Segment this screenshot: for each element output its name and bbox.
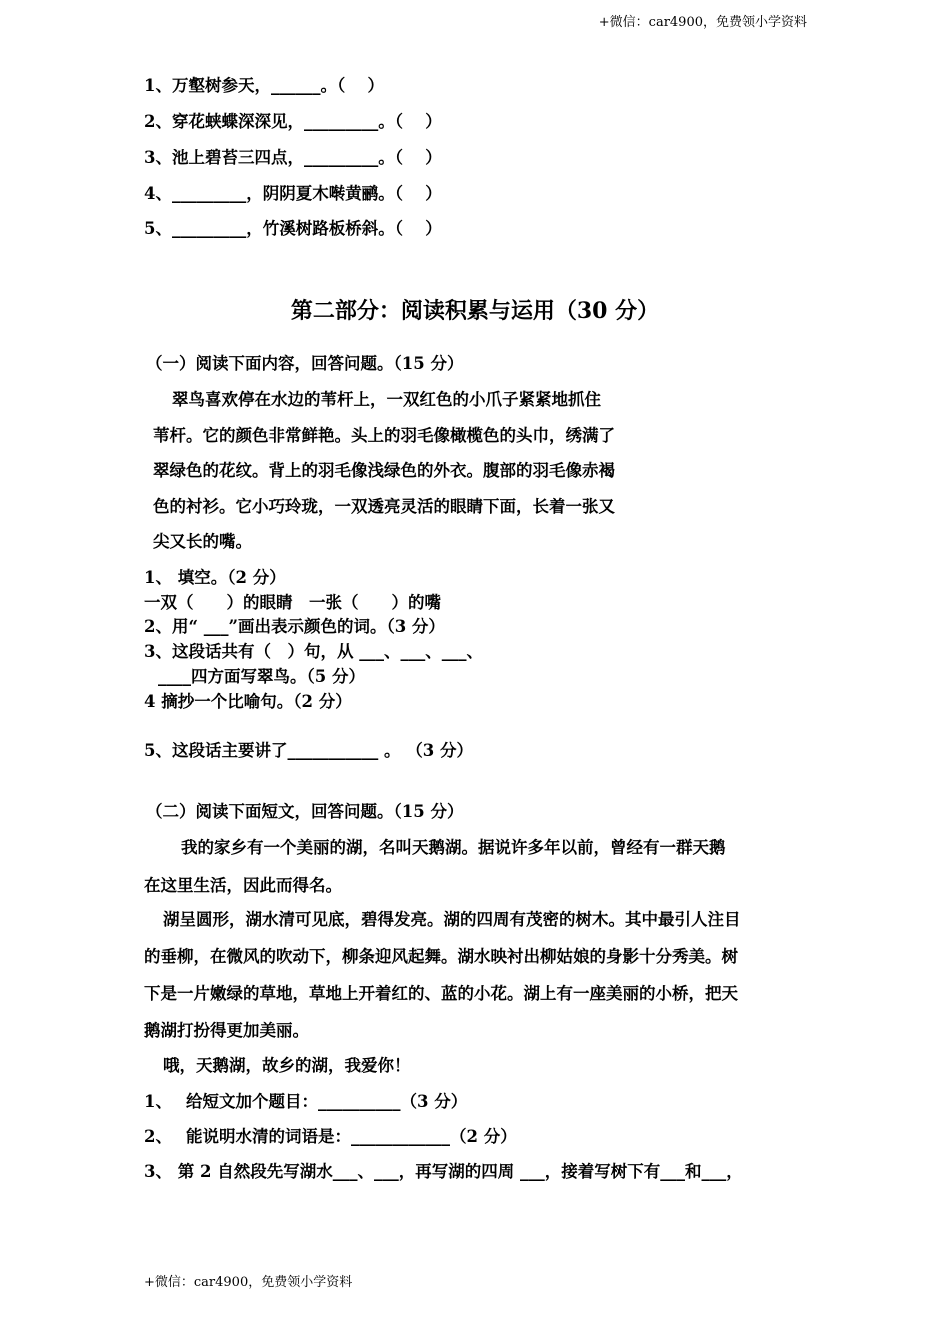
poem-item: 2、穿花蛱蝶深深见，_________。（ ） <box>144 112 442 131</box>
poem-item: 4、_________，阴阴夏木啭黄鹂。（ ） <box>144 184 442 203</box>
part1-question: 1、 填空。（2 分） <box>144 568 286 587</box>
part1-question: 3、这段话共有（ ）句，从 ___、___、___、 <box>144 642 483 661</box>
part1-question: 2、用“ ___”画出表示颜色的词。（3 分） <box>144 617 445 636</box>
part2-question: 3、 第 2 自然段先写湖水___、___，再写湖的四周 ___，接着写树下有___和___， <box>144 1162 743 1181</box>
part2-passage-line: 鹅湖打扮得更加美丽。 <box>144 1021 309 1040</box>
part1-passage-line: 苇杆。它的颜色非常鲜艳。头上的羽毛像橄榄色的头巾，绣满了 <box>153 426 615 445</box>
part1-passage-line: 翠鸟喜欢停在水边的苇杆上，一双红色的小爪子紧紧地抓住 <box>172 390 601 409</box>
part2-passage-line: 湖呈圆形，湖水清可见底，碧得发亮。湖的四周有茂密的树木。其中最引人注目 <box>163 910 741 929</box>
part1-question: ____四方面写翠鸟。（5 分） <box>158 667 365 686</box>
poem-item: 5、_________，竹溪树路板桥斜。（ ） <box>144 219 442 238</box>
part2-passage-line: 下是一片嫩绿的草地，草地上开着红的、蓝的小花。湖上有一座美丽的小桥，把天 <box>144 984 738 1003</box>
page-header: +微信：car4900，免费领小学资料 <box>598 15 807 30</box>
part2-heading: （二）阅读下面短文，回答问题。（15 分） <box>146 802 464 821</box>
part1-passage-line: 尖又长的嘴。 <box>153 532 252 551</box>
part2-passage-line: 我的家乡有一个美丽的湖，名叫天鹅湖。据说许多年以前，曾经有一群天鹅 <box>181 838 726 857</box>
part2-passage-line: 在这里生活，因此而得名。 <box>144 876 342 895</box>
part1-question: 5、这段话主要讲了___________ 。 （3 分） <box>144 741 473 760</box>
poem-item: 3、池上碧苔三四点，_________。（ ） <box>144 148 442 167</box>
part1-question: 一双（ ）的眼睛 一张（ ）的嘴 <box>144 593 441 612</box>
part2-question: 1、 给短文加个题目：__________（3 分） <box>144 1092 468 1111</box>
page-footer: +微信：car4900，免费领小学资料 <box>144 1275 353 1290</box>
part2-question: 2、 能说明水清的词语是：____________（2 分） <box>144 1127 517 1146</box>
part1-heading: （一）阅读下面内容，回答问题。（15 分） <box>146 354 464 373</box>
section-title: 第二部分：阅读积累与运用（30 分） <box>290 298 660 324</box>
part2-passage-line: 哦，天鹅湖，故乡的湖，我爱你！ <box>163 1056 411 1075</box>
part2-passage-line: 的垂柳，在微风的吹动下，柳条迎风起舞。湖水映衬出柳姑娘的身影十分秀美。树 <box>144 947 738 966</box>
part1-passage-line: 翠绿色的花纹。背上的羽毛像浅绿色的外衣。腹部的羽毛像赤褐 <box>153 461 615 480</box>
part1-question: 4 摘抄一个比喻句。（2 分） <box>144 692 352 711</box>
poem-item: 1、万壑树参天，______。（ ） <box>144 76 384 95</box>
part1-passage-line: 色的衬衫。它小巧玲珑，一双透亮灵活的眼睛下面，长着一张又 <box>153 497 615 516</box>
